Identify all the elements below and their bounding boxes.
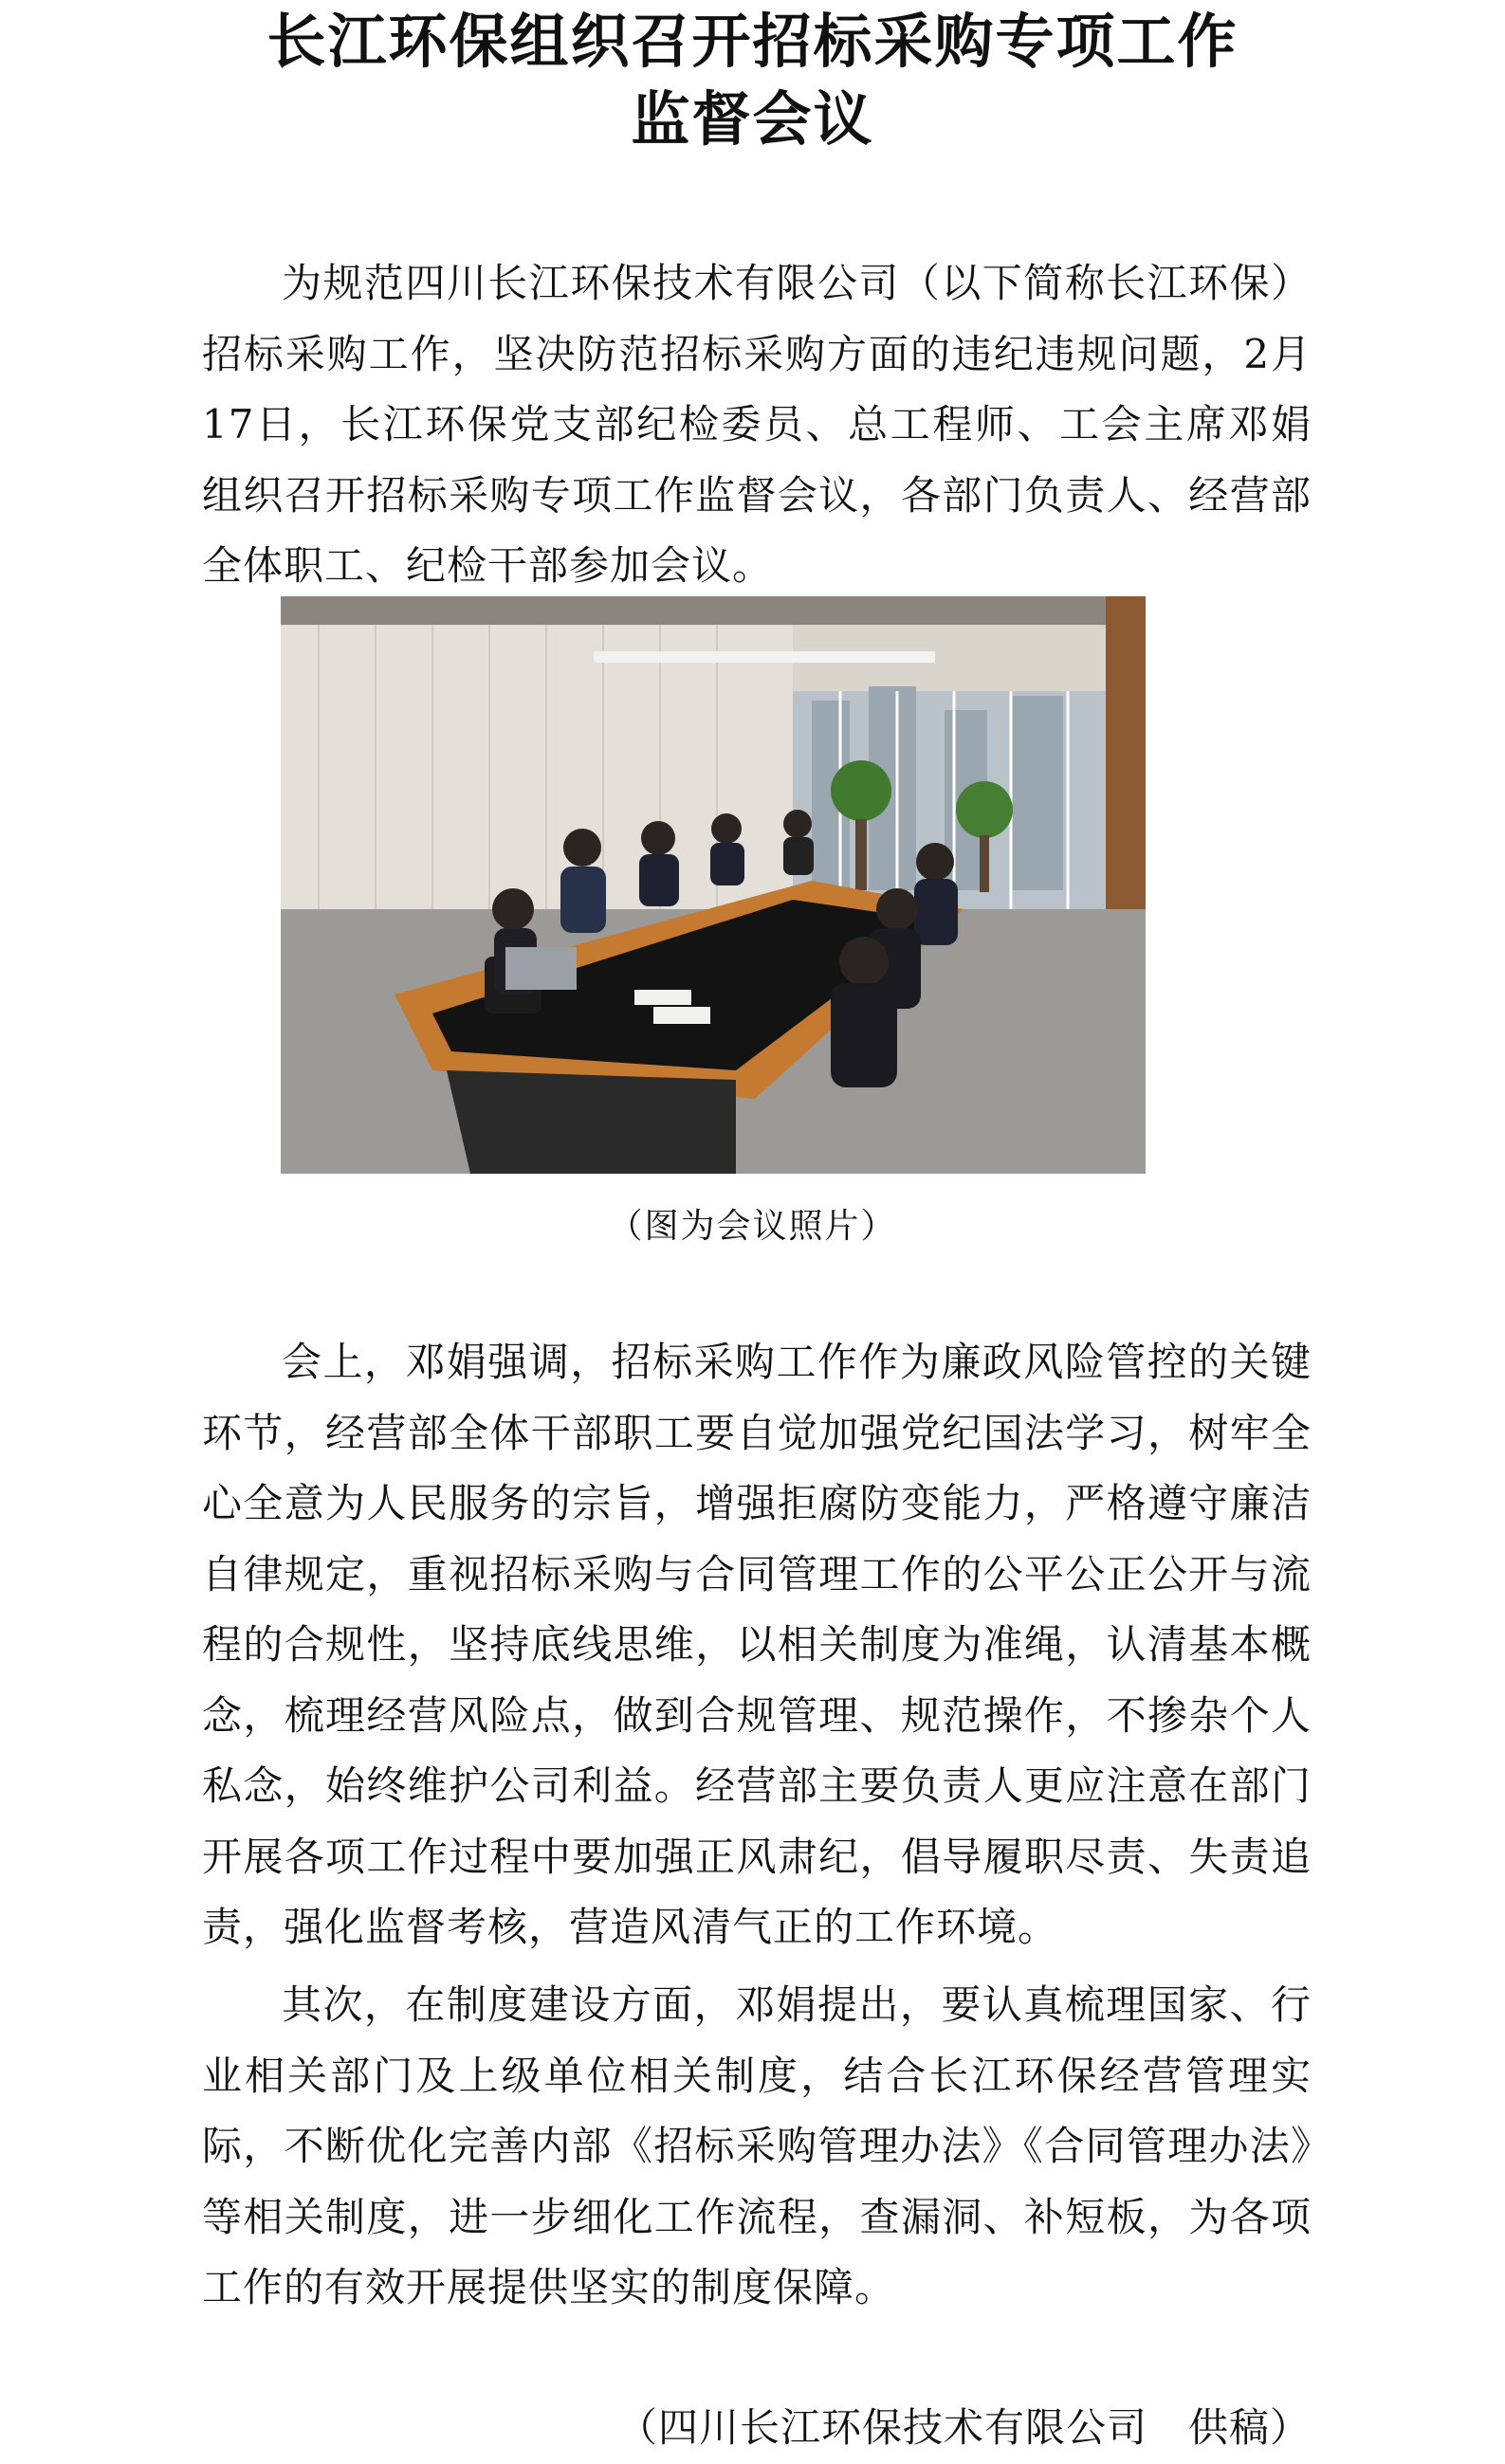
document-title-line-1: 长江环保组织召开招标采购专项工作 [266, 7, 1239, 76]
photo-caption: （图为会议照片） [608, 1207, 897, 1246]
paragraph-system: 其次，在制度建设方面，邓娟提出，要认真梳理国家、行业相关部门及上级单位相关制度，结合长江环保经营管理实际，不断优化完善内部《招标采购管理办法》《合同管理办法》等相关制度，进一步细化工作流程，查漏洞、补短板，为各项工作的有效开展提供坚实的制度保障。 [202, 1981, 1312, 2310]
meeting-photo [281, 596, 1146, 1174]
source-signature: （四川长江环保技术有限公司 供稿） [616, 2404, 1311, 2451]
document-title-line-2: 监督会议 [631, 84, 874, 154]
paragraph-intro: 为规范四川长江环保技术有限公司（以下简称长江环保）招标采购工作，坚决防范招标采购方面的违纪违规问题，2月17日，长江环保党支部纪检委员、总工程师、工会主席邓娟组织召开招标采购专项工作监督会议，各部门负责人、经营部全体职工、纪检干部参加会议。 [202, 260, 1312, 589]
paragraph-meeting: 会上，邓娟强调，招标采购工作作为廉政风险管控的关键环节，经营部全体干部职工要自觉加强党纪国法学习，树牢全心全意为人民服务的宗旨，增强拒腐防变能力，严格遵守廉洁自律规定，重视招标采购与合同管理工作的公平公正公开与流程的合规性，坚持底线思维，以相关制度为准绳，认清基本概念，梳理经营风险点，做到合规管理、规范操作，不掺杂个人私念，始终维护公司利益。经营部主要负责人更应注意在部门开展各项工作过程中要加强正风肃纪，倡导履职尽责、失责追责，强化监督考核，营造风清气正的工作环境。 [202, 1339, 1312, 1950]
